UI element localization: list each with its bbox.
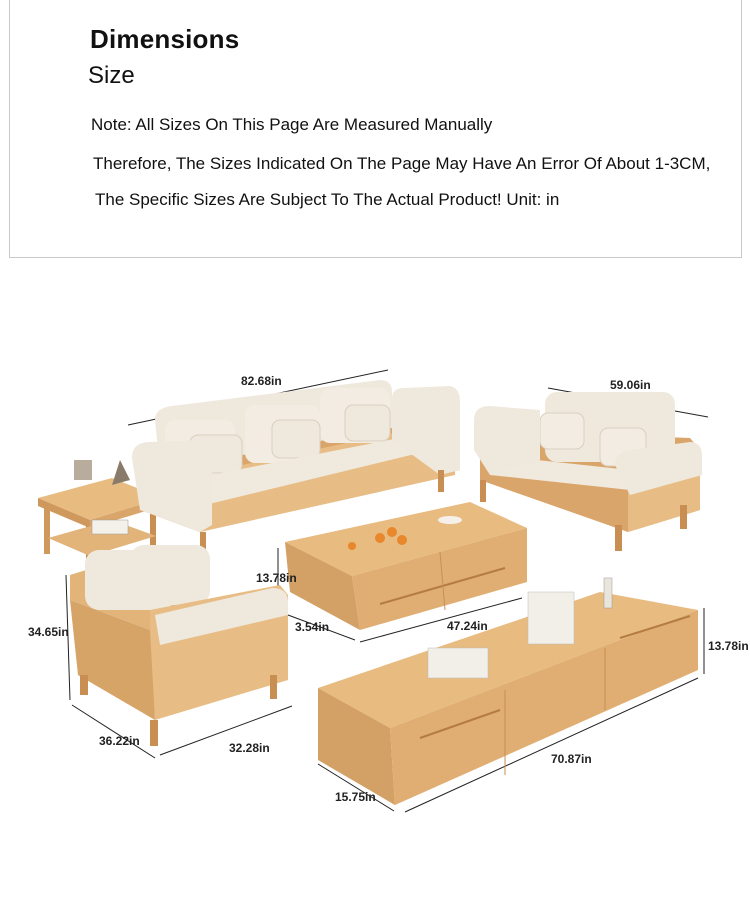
page-subtitle: Size	[88, 62, 135, 89]
table-height-label: 13.78in	[256, 571, 297, 585]
loveseat-width-label: 59.06in	[610, 378, 651, 392]
chair-width-label: 32.28in	[229, 741, 270, 755]
note-line-2: Therefore, The Sizes Indicated On The Page May Have An Error Of About 1-3CM,	[93, 154, 711, 173]
note-line-3: The Specific Sizes Are Subject To The Actual Product! Unit: in	[95, 190, 560, 209]
size-note-box	[9, 0, 742, 258]
note-line-1: Note: All Sizes On This Page Are Measured Manually	[91, 115, 493, 134]
furniture-drawing	[0, 270, 750, 916]
furniture-illustration	[0, 270, 750, 916]
sofa-width-label: 82.68in	[241, 374, 282, 388]
tv-depth-label: 15.75in	[335, 790, 376, 804]
chair-height-label: 34.65in	[28, 625, 69, 639]
tv-height-label: 13.78in	[708, 639, 749, 653]
table-width-label: 47.24in	[447, 619, 488, 633]
table-depth-label: 3.54in	[295, 620, 330, 634]
tv-width-label: 70.87in	[551, 752, 592, 766]
chair-depth-label: 36.22in	[99, 734, 140, 748]
page-title: Dimensions	[90, 24, 240, 54]
coffee-table	[285, 502, 527, 630]
